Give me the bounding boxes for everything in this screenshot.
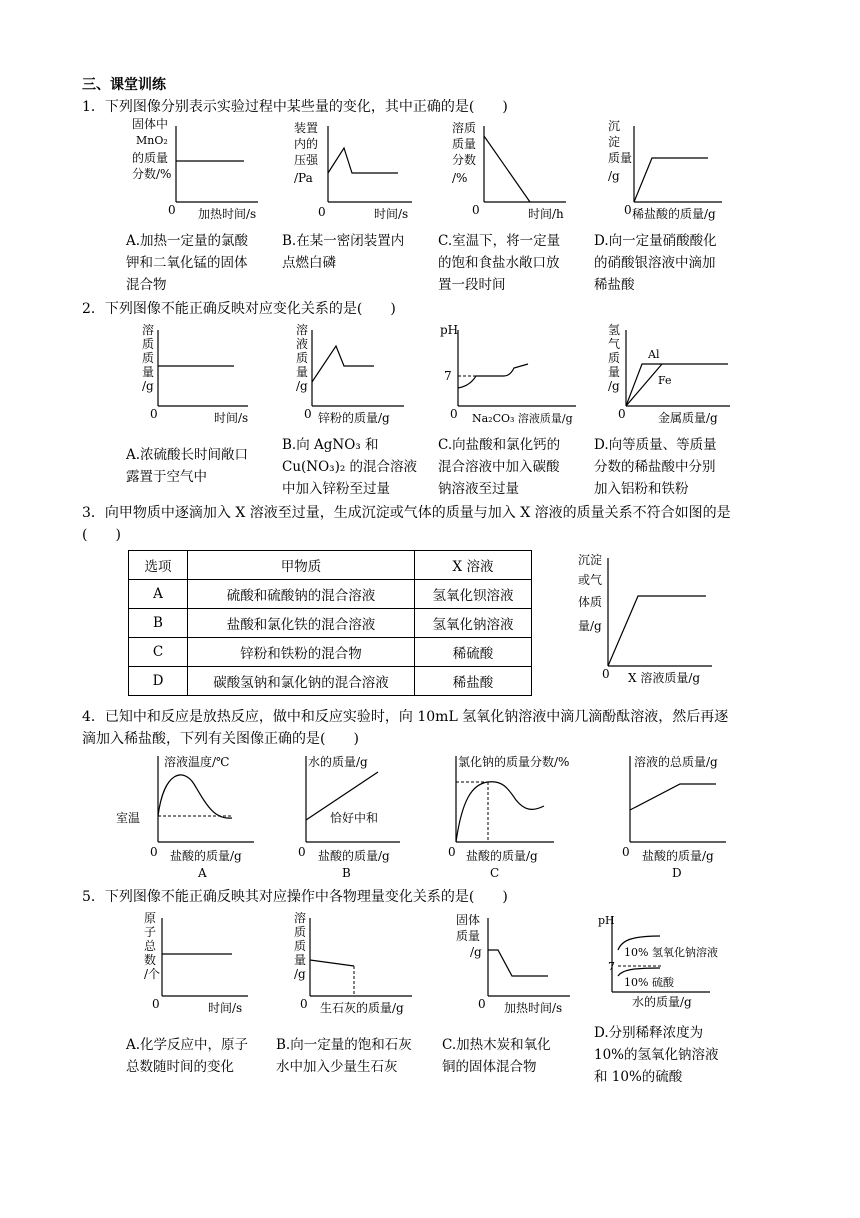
table-cell: 稀盐酸 — [415, 667, 532, 696]
q5a-ylabel-3: 总 — [144, 939, 157, 953]
q5a-ylabel-5: /个 — [144, 967, 161, 981]
q2d-ylabel-4: 量 — [608, 365, 621, 379]
q2-option-c[interactable] — [438, 434, 588, 500]
q4a-origin: 0 — [150, 845, 158, 859]
q5c-line-2: 铜的固体混合物 — [442, 1059, 537, 1075]
q1-graph-a — [126, 118, 276, 226]
q2d-ylabel-1: 氢 — [608, 323, 621, 337]
q5b-ylabel-1: 溶 — [294, 911, 307, 925]
q4-graph-c — [446, 750, 596, 880]
q5b-ylabel-2: 质 — [294, 925, 307, 939]
q2a-xlabel: 时间/s — [214, 411, 249, 425]
q4d-xlabel: 盐酸的质量/g — [642, 849, 714, 863]
q1c-line-1: C.室温下，将一定量 — [438, 233, 561, 249]
q5c-origin: 0 — [478, 997, 486, 1011]
q5-stem: 5．下列图像不能正确反映其对应操作中各物理量变化关系的是( ) — [82, 889, 508, 905]
q2-option-d[interactable] — [594, 434, 744, 500]
q1c-line-2: 的饱和食盐水敞口放 — [438, 255, 560, 271]
q2d-line-1: D.向等质量、等质量 — [594, 437, 717, 453]
q2c-line-2: 混合溶液中加入碳酸 — [438, 459, 560, 475]
q1a-ylabel-2: MnO₂ — [136, 134, 168, 147]
q2a-line-2: 露置于空气中 — [126, 469, 207, 485]
q5c-line-1: C.加热木炭和氧化 — [442, 1037, 551, 1053]
q2b-ylabel-2: 液 — [296, 337, 309, 351]
q1d-origin: 0 — [624, 203, 632, 217]
q1b-ylabel-1: 装置 — [294, 121, 319, 135]
q4c-origin: 0 — [448, 845, 456, 859]
q1b-line-1: B.在某一密闭装置内 — [282, 233, 405, 249]
q2d-xlabel: 金属质量/g — [658, 411, 718, 425]
q1a-line-3: 混合物 — [126, 277, 167, 293]
table-row[interactable] — [129, 638, 532, 667]
q1c-xlabel: 时间/h — [528, 207, 564, 221]
table-cell: D — [129, 667, 188, 696]
table-cell: 硫酸和硫酸钠的混合溶液 — [188, 580, 415, 609]
q3-stem-line1: 3．向甲物质中逐滴加入 X 溶液至过量，生成沉淀或气体的质量与加入 X 溶液的质量关系不符合如图的是 — [82, 505, 731, 521]
q2a-ylabel-1: 溶 — [142, 323, 155, 337]
q1-graph-c — [448, 118, 578, 226]
q3-ylabel-4: 量/g — [578, 619, 602, 633]
q4d-origin: 0 — [622, 845, 630, 859]
q2b-ylabel-1: 溶 — [296, 323, 309, 337]
q3-ylabel-2: 或气 — [578, 573, 603, 587]
q5a-line-1: A.化学反应中，原子 — [126, 1037, 249, 1053]
q2d-series-fe: Fe — [658, 374, 672, 387]
q5c-ylabel-2: 质量 — [456, 929, 481, 943]
q1d-ylabel-3: 质量 — [608, 151, 633, 165]
q5d-mark: 7 — [608, 960, 615, 973]
section-title: 三、课堂训练 — [82, 77, 166, 93]
q1c-ylabel-1: 溶质 — [452, 121, 477, 135]
q2a-ylabel-3: 质 — [142, 351, 155, 365]
q2c-mark: 7 — [444, 369, 452, 383]
q4b-ylabel: 水的质量/g — [308, 755, 368, 769]
q1c-ylabel-4: /% — [452, 171, 468, 185]
q1b-line-2: 点燃白磷 — [282, 255, 336, 271]
q2d-line-3: 加入铝粉和铁粉 — [594, 481, 689, 497]
q2b-line-1: B.向 AgNO₃ 和 — [282, 437, 379, 453]
q4c-ylabel: 氯化钠的质量分数/% — [458, 755, 570, 769]
table-cell: 稀硫酸 — [415, 638, 532, 667]
q2a-line-1: A.浓硫酸长时间敞口 — [126, 447, 249, 463]
q1-option-a[interactable] — [126, 230, 276, 296]
q2d-ylabel-5: /g — [608, 379, 620, 393]
q5b-ylabel-5: /g — [294, 967, 306, 981]
q4d-ylabel: 溶液的总质量/g — [634, 755, 718, 769]
q5d-line-2: 10%的氢氧化钠溶液 — [594, 1047, 719, 1063]
q2d-ylabel-3: 质 — [608, 351, 621, 365]
q4-graph-b — [296, 750, 416, 880]
q2-stem: 2．下列图像不能正确反映对应变化关系的是( ) — [82, 301, 396, 317]
table-cell: C — [129, 638, 188, 667]
table-row[interactable] — [129, 580, 532, 609]
q2b-ylabel-3: 质 — [296, 351, 309, 365]
q5-option-c[interactable] — [442, 1034, 592, 1078]
q2b-ylabel-5: /g — [296, 379, 308, 393]
q1-option-b[interactable] — [282, 230, 432, 274]
q5a-ylabel-4: 数 — [144, 953, 157, 967]
q4-graph-a — [114, 750, 264, 880]
q2d-line-2: 分数的稀盐酸中分别 — [594, 459, 716, 475]
q4-stem-line1: 4．已知中和反应是放热反应，做中和反应实验时，向 10mL 氢氧化钠溶液中滴几滴酚酞溶液，然后再逐 — [82, 709, 729, 725]
q5-graph-b — [290, 910, 420, 1020]
q5-graph-a — [140, 910, 260, 1020]
q4b-letter: B — [342, 866, 351, 880]
q2-graph-a — [136, 322, 256, 430]
table-header-row — [129, 551, 532, 580]
q4a-xlabel: 盐酸的质量/g — [170, 849, 242, 863]
q5a-ylabel-2: 子 — [144, 925, 157, 939]
q1b-origin: 0 — [318, 205, 326, 219]
q2b-xlabel: 锌粉的质量/g — [318, 411, 390, 425]
q2-graph-b — [292, 322, 412, 430]
q3-ylabel-3: 体质 — [578, 595, 603, 609]
q1a-ylabel-4: 分数/% — [132, 167, 172, 181]
q5c-ylabel-1: 固体 — [456, 913, 481, 927]
q2c-ylabel-1: pH — [440, 323, 459, 337]
q3-ylabel-1: 沉淀 — [578, 553, 603, 567]
table-cell: 锌粉和铁粉的混合物 — [188, 638, 415, 667]
table-cell: 氢氧化钠溶液 — [415, 609, 532, 638]
q2-graph-d — [604, 322, 744, 430]
q1c-origin: 0 — [472, 203, 480, 217]
table-header: X 溶液 — [415, 551, 532, 580]
q5b-ylabel-4: 量 — [294, 953, 307, 967]
q1-option-c[interactable] — [438, 230, 588, 296]
q5-option-a[interactable] — [126, 1034, 276, 1078]
q1d-line-2: 的硝酸银溶液中滴加 — [594, 255, 716, 271]
q2a-origin: 0 — [150, 407, 158, 421]
q2b-ylabel-4: 量 — [296, 365, 309, 379]
q1d-ylabel-1: 沉 — [608, 119, 621, 133]
q5d-line-3: 和 10%的硫酸 — [594, 1069, 683, 1085]
q3-xlabel: X 溶液质量/g — [628, 671, 701, 685]
q2d-origin: 0 — [618, 407, 626, 421]
q5b-origin: 0 — [300, 997, 308, 1011]
table-header: 甲物质 — [188, 551, 415, 580]
q4c-letter: C — [490, 866, 500, 880]
q4-graph-d — [620, 750, 750, 880]
q1d-ylabel-2: 淀 — [608, 135, 621, 149]
q2-option-a[interactable] — [126, 444, 276, 488]
q1b-xlabel: 时间/s — [374, 207, 409, 221]
q5-option-d[interactable] — [594, 1022, 744, 1088]
q3-graph — [574, 552, 724, 692]
q5-graph-c — [452, 910, 582, 1020]
q5a-xlabel: 时间/s — [208, 1001, 243, 1015]
q3-stem-line2: ( ) — [82, 527, 121, 543]
q5d-xlabel: 水的质量/g — [632, 995, 692, 1009]
q1a-xlabel: 加热时间/s — [198, 207, 257, 221]
q2a-ylabel-2: 质 — [142, 337, 155, 351]
q1c-line-3: 置一段时间 — [438, 277, 506, 293]
q1b-ylabel-2: 内的 — [294, 137, 319, 151]
q2c-line-3: 钠溶液至过量 — [438, 481, 519, 497]
q2b-line-2: Cu(NO₃)₂ 的混合溶液 — [282, 459, 418, 475]
q2d-series-al: Al — [648, 348, 660, 361]
q2c-origin: 0 — [450, 407, 458, 421]
q5b-line-2: 水中加入少量生石灰 — [276, 1059, 398, 1075]
q5b-xlabel: 生石灰的质量/g — [320, 1001, 404, 1015]
q2c-line-1: C.向盐酸和氯化钙的 — [438, 437, 561, 453]
q4c-xlabel: 盐酸的质量/g — [466, 849, 538, 863]
q5a-origin: 0 — [152, 997, 160, 1011]
q1d-line-1: D.向一定量硝酸酸化 — [594, 233, 717, 249]
q3-options-table — [128, 550, 532, 696]
table-cell: 碳酸氢钠和氯化钠的混合溶液 — [188, 667, 415, 696]
q2a-ylabel-5: /g — [142, 379, 154, 393]
q4b-origin: 0 — [298, 845, 306, 859]
q1-stem: 1．下列图像分别表示实验过程中某些量的变化，其中正确的是( ) — [82, 99, 508, 115]
q2b-line-3: 中加入锌粉至过量 — [282, 481, 390, 497]
q5d-ylabel: pH — [598, 914, 615, 927]
q5a-line-2: 总数随时间的变化 — [126, 1059, 234, 1075]
q1a-ylabel-1: 固体中 — [132, 117, 169, 131]
table-cell: B — [129, 609, 188, 638]
table-cell: 氢氧化钡溶液 — [415, 580, 532, 609]
table-row[interactable] — [129, 609, 532, 638]
q1d-xlabel: 稀盐酸的质量/g — [632, 207, 716, 221]
q4d-letter: D — [672, 866, 682, 880]
q5-option-b[interactable] — [276, 1034, 426, 1078]
q2c-xlabel: Na₂CO₃ 溶液质量/g — [472, 412, 573, 425]
q4a-mark: 室温 — [116, 811, 141, 825]
q1c-ylabel-2: 质量 — [452, 137, 477, 151]
q2-graph-c — [436, 322, 586, 430]
q1a-ylabel-3: 的质量 — [132, 151, 169, 165]
q1a-line-1: A.加热一定量的氯酸 — [126, 233, 249, 249]
q4a-ylabel: 溶液温度/℃ — [164, 755, 230, 769]
q2-option-b[interactable] — [282, 434, 432, 500]
q5-graph-d — [594, 910, 744, 1020]
table-cell: 盐酸和氯化铁的混合溶液 — [188, 609, 415, 638]
q5d-line-1: D.分别稀释浓度为 — [594, 1025, 704, 1041]
q1a-origin: 0 — [168, 203, 176, 217]
q1c-ylabel-3: 分数 — [452, 153, 477, 167]
q4-stem-line2: 滴加入稀盐酸，下列有关图像正确的是( ) — [82, 731, 359, 747]
q5b-ylabel-3: 质 — [294, 939, 307, 953]
q4b-mark: 恰好中和 — [330, 811, 379, 825]
q1d-line-3: 稀盐酸 — [594, 277, 635, 293]
q1-option-d[interactable] — [594, 230, 744, 296]
q1b-ylabel-4: /Pa — [294, 171, 313, 185]
q5a-ylabel-1: 原 — [144, 911, 157, 925]
q1-graph-d — [604, 118, 744, 226]
q5c-xlabel: 加热时间/s — [504, 1001, 563, 1015]
q5d-series-h2so4: 10% 硫酸 — [624, 976, 674, 989]
table-row[interactable] — [129, 667, 532, 696]
q2a-ylabel-4: 量 — [142, 365, 155, 379]
q3-origin: 0 — [602, 667, 610, 681]
q5c-ylabel-3: /g — [470, 945, 482, 959]
table-cell: A — [129, 580, 188, 609]
q2b-origin: 0 — [304, 407, 312, 421]
q1a-line-2: 钾和二氧化锰的固体 — [126, 255, 248, 271]
q4b-xlabel: 盐酸的质量/g — [318, 849, 390, 863]
q5b-line-1: B.向一定量的饱和石灰 — [276, 1037, 412, 1053]
q5d-series-naoh: 10% 氢氧化钠溶液 — [624, 946, 718, 959]
q1-graph-b — [290, 118, 420, 226]
q1d-ylabel-4: /g — [608, 169, 620, 183]
q1b-ylabel-3: 压强 — [294, 153, 319, 167]
q4a-letter: A — [198, 866, 207, 880]
table-header: 选项 — [129, 551, 188, 580]
q2d-ylabel-2: 气 — [608, 337, 621, 351]
